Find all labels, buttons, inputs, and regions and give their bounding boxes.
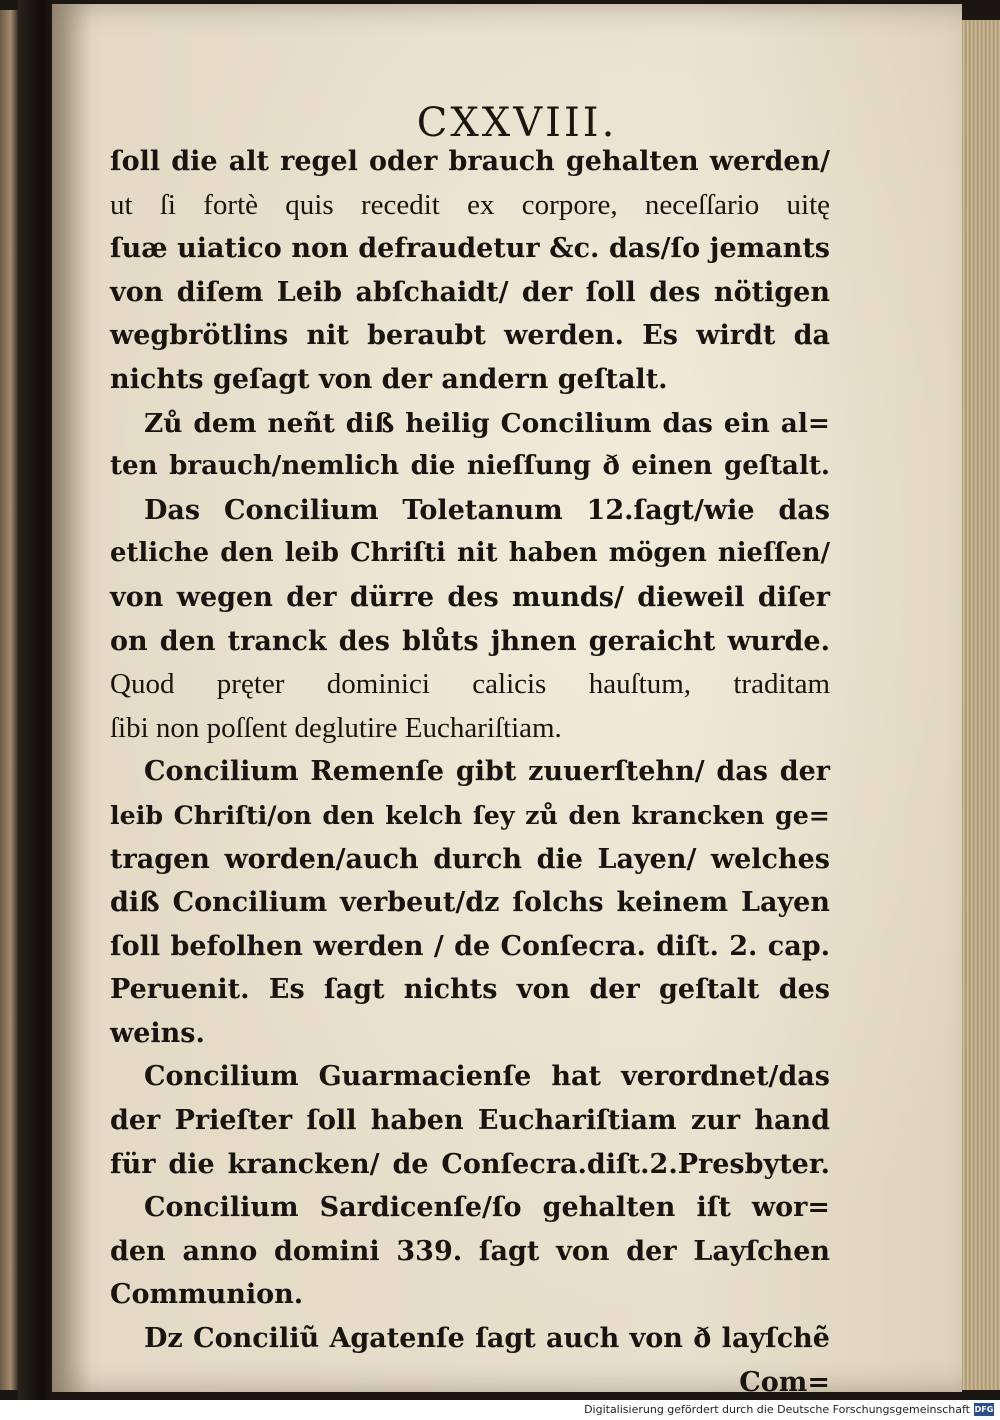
text-line: Dz Conciliũ Agatenſe ſagt auch von ð layſchẽ: [144, 1323, 830, 1355]
text-line: ten brauch/nemlich die nieſſung ð einen geſtalt.: [110, 451, 830, 482]
footer-bar: [0, 1400, 1000, 1420]
book-gutter: [18, 0, 52, 1400]
previous-page-edge: [0, 10, 18, 1390]
text-line: nichts geſagt von der andern geſtalt.: [110, 363, 668, 395]
text-line: von diſem Leib abſchaidt/ der ſoll des nötigen: [110, 276, 830, 308]
text-line: Concilium Guarmacienſe hat verordnet/das: [144, 1061, 830, 1093]
text-line: Quod pręter dominici calicis hauſtum, traditam: [110, 668, 830, 701]
text-line: den anno domini 339. ſagt von der Layſchen: [110, 1235, 830, 1267]
text-line: tragen worden/auch durch die Layen/ welches: [110, 843, 830, 875]
text-line: diß Concilium verbeut/dz ſolchs keinem Layen: [110, 887, 830, 919]
text-line: etliche den leib Chriſti nit haben mögen nieſſen/: [110, 538, 830, 569]
text-line: Concilium Remenſe gibt zuuerſtehn/ das der: [144, 756, 830, 788]
text-line: wegbrötlins nit beraubt werden. Es wirdt da: [110, 320, 830, 352]
text-line: Das Concilium Toletanum 12.ſagt/wie das: [144, 494, 830, 526]
text-line: Peruenit. Es ſagt nichts von der geſtalt des: [110, 974, 830, 1006]
text-line: Com=: [739, 1366, 830, 1398]
text-line: on den tranck des blůts jhnen geraicht wurde.: [110, 625, 830, 657]
text-line: von wegen der dürre des munds/ dieweil diſer: [110, 581, 830, 613]
text-line: ſoll befolhen werden / de Conſecra. diſt. 2. cap.: [110, 930, 830, 962]
text-line: ſuæ uiatico non defraudetur &c. das/ſo jemants: [110, 233, 830, 265]
folio-number: CXXVIII.: [416, 100, 618, 146]
text-line: ſibi non poſſent deglutire Euchariſtiam.: [110, 711, 562, 744]
fore-edge-pages: [958, 20, 1000, 1390]
text-line: leib Chriſti/on den kelch ſey zů den krancken ge=: [110, 799, 830, 830]
text-line: für die krancken/ de Conſecra.diſt.2.Presbyter.: [110, 1148, 830, 1180]
dfg-logo: DFG: [974, 1405, 994, 1414]
text-line: Zů dem neñt diß heilig Concilium das ein al=: [144, 407, 830, 439]
text-line: Concilium Sardicenſe/ſo gehalten iſt wor=: [144, 1192, 830, 1224]
funding-credit: Digitalisierung gefördert durch die Deutsche Forschungsgemeinschaft: [584, 1403, 970, 1416]
text-line: der Prieſter ſoll haben Euchariſtiam zur hand: [110, 1105, 830, 1137]
page-text-block: [110, 140, 830, 1400]
text-line: Communion.: [110, 1279, 304, 1311]
book-page: [52, 4, 962, 1398]
text-line: ſoll die alt regel oder brauch gehalten werden/: [110, 146, 830, 177]
text-line: ut ſi fortè quis recedit ex corpore, neceſſario uitę: [110, 188, 830, 221]
text-line: weins.: [110, 1017, 205, 1049]
